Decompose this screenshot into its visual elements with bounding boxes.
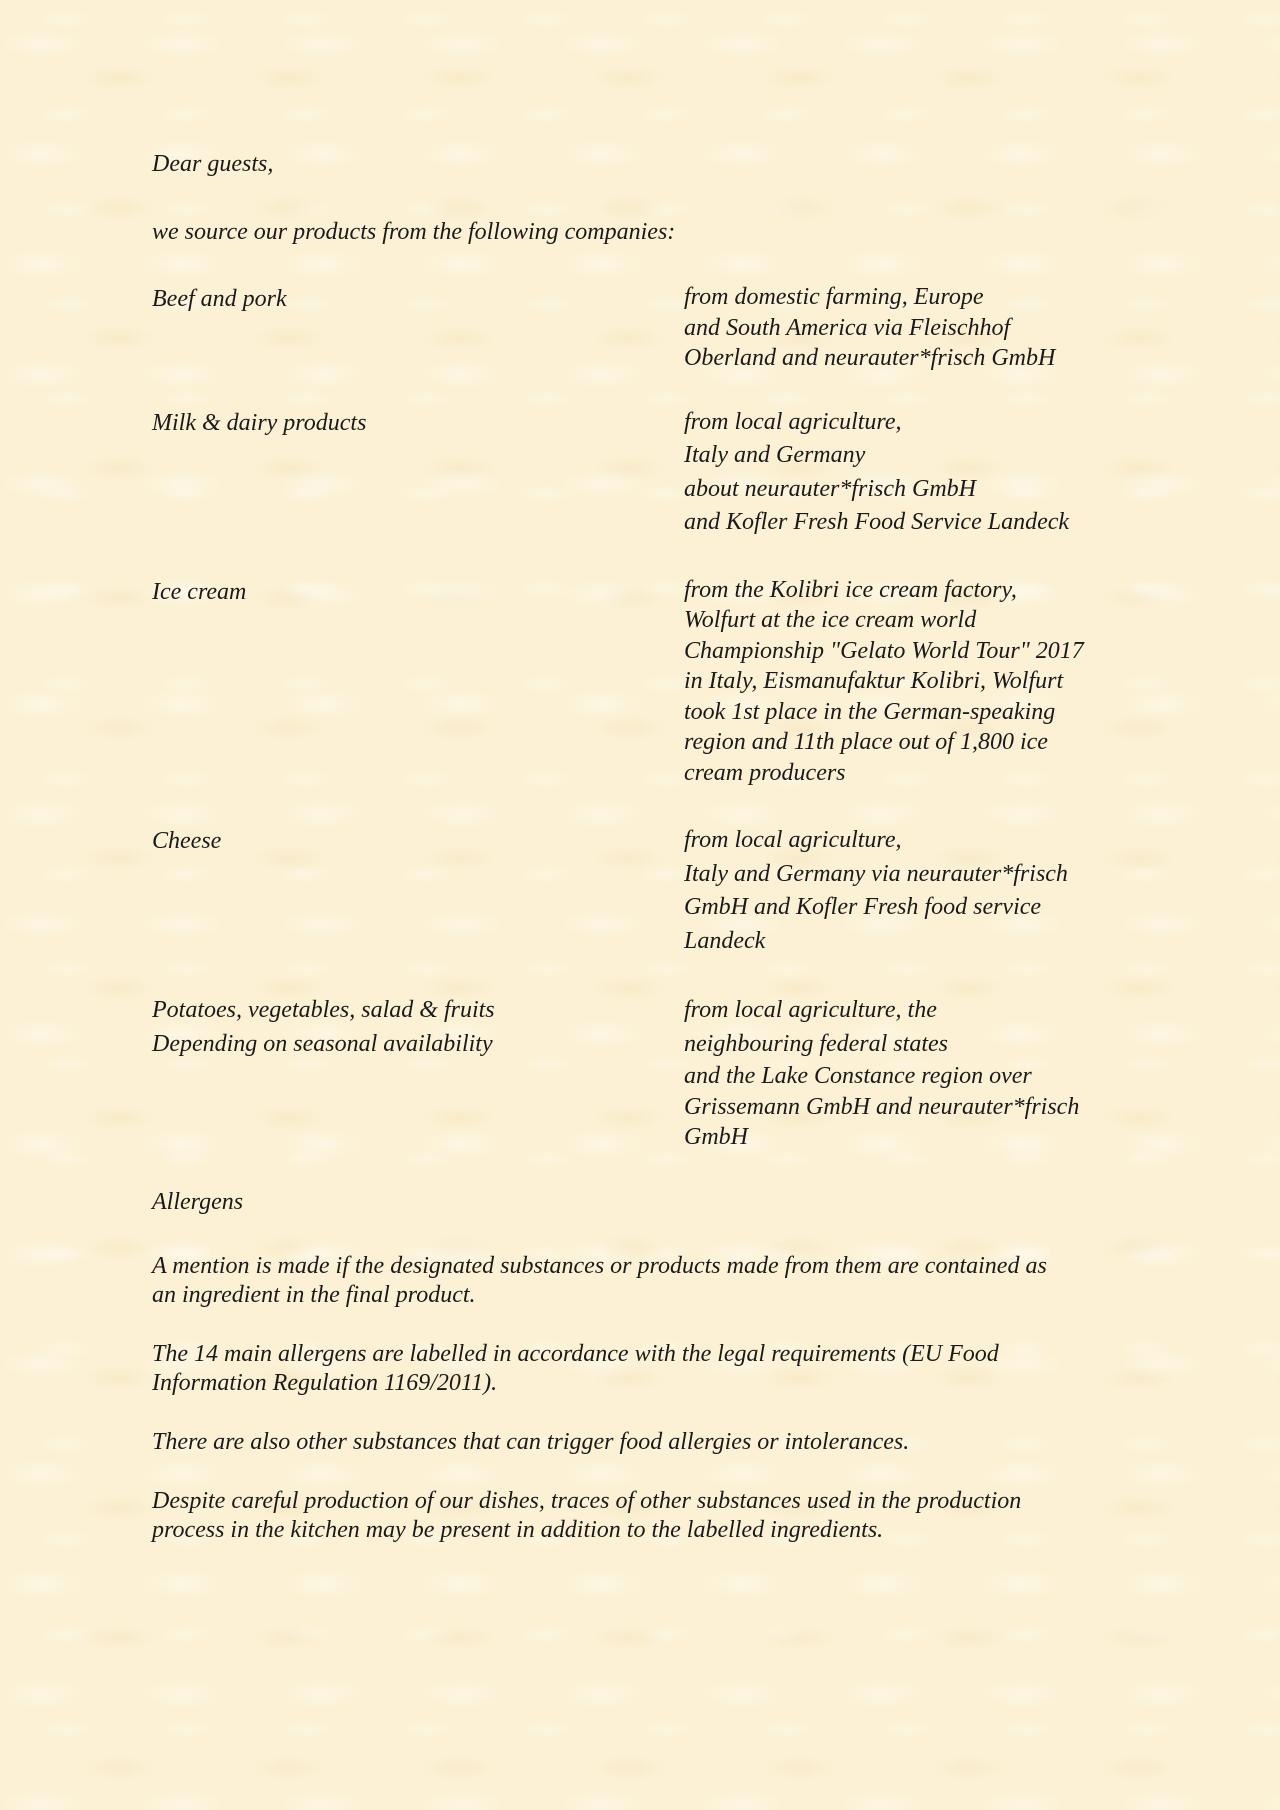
paragraph-line: A mention is made if the designated substances or products made from them are contained as — [152, 1252, 1047, 1279]
supplier-beef-and-pork — [152, 282, 1132, 374]
source-line: from local agriculture, — [684, 827, 902, 853]
allergens-paragraph — [152, 1252, 1132, 1310]
source-line: and the Lake Constance region over — [684, 1063, 1032, 1089]
supplier-category — [152, 824, 684, 858]
category-line: Cheese — [152, 828, 222, 854]
source-line: Landeck — [684, 927, 766, 954]
source-line: and Kofler Fresh Food Service Landeck — [684, 509, 1070, 535]
supplier-source — [684, 406, 1132, 540]
source-line: region and 11th place out of 1,800 ice — [684, 729, 1048, 755]
source-line: Italy and Germany — [684, 442, 866, 468]
allergens-paragraph — [152, 1340, 1132, 1398]
source-line: from the Kolibri ice cream factory, — [684, 576, 1017, 603]
source-line: Italy and Germany via neurauter*frisch — [684, 860, 1068, 887]
paragraph-line: an ingredient in the final product. — [152, 1281, 476, 1308]
source-line: from domestic farming, Europe — [684, 284, 984, 310]
source-line: took 1st place in the German-speaking — [684, 698, 1056, 725]
supplier-source — [684, 993, 1132, 1153]
category-line: Depending on seasonal availability — [152, 1031, 493, 1057]
category-line: Beef and pork — [152, 286, 287, 312]
supplier-category — [152, 993, 684, 1061]
source-line: Grissemann GmbH and neurauter*frisch — [684, 1093, 1080, 1120]
paragraph-line: The 14 main allergens are labelled in accordance with the legal requirements (EU Food — [152, 1340, 999, 1367]
allergens-paragraph — [152, 1487, 1132, 1545]
intro-text: we source our products from the following companies: — [152, 219, 676, 245]
supplier-source — [684, 575, 1132, 789]
category-line: Milk & dairy products — [152, 409, 367, 436]
source-line: Championship "Gelato World Tour" 2017 — [684, 637, 1084, 664]
source-line: GmbH and Kofler Fresh food service — [684, 894, 1042, 920]
source-line: and South America via Fleischhof — [684, 314, 1011, 341]
source-line: from local agriculture, — [684, 408, 902, 435]
paragraph-line: Despite careful production of our dishes, traces of other substances used in the production — [152, 1487, 1022, 1514]
supplier-category — [152, 406, 684, 440]
allergens-paragraph — [152, 1428, 1132, 1457]
supplier-category — [152, 575, 684, 609]
source-line: about neurauter*frisch GmbH — [684, 475, 976, 502]
allergens-heading: Allergens — [152, 1188, 244, 1215]
source-line: Wolfurt at the ice cream world — [684, 607, 977, 633]
source-line: GmbH — [684, 1124, 748, 1150]
paragraph-line: Information Regulation 1169/2011). — [152, 1369, 498, 1396]
supplier-cheese — [152, 824, 1132, 958]
category-line: Potatoes, vegetables, salad & fruits — [152, 997, 495, 1023]
source-line: Oberland and neurauter*frisch GmbH — [684, 345, 1056, 371]
source-line: in Italy, Eismanufaktur Kolibri, Wolfurt — [684, 668, 1064, 694]
supplier-produce — [152, 993, 1132, 1153]
supplier-category — [152, 282, 684, 316]
source-line: cream producers — [684, 759, 846, 786]
greeting: Dear guests, — [152, 151, 274, 177]
supplier-milk-and-dairy — [152, 406, 1132, 540]
paragraph-line: There are also other substances that can trigger food allergies or intolerances. — [152, 1428, 910, 1455]
supplier-ice-cream — [152, 575, 1132, 789]
source-line: neighbouring federal states — [684, 1031, 948, 1057]
supplier-source — [684, 282, 1132, 374]
category-line: Ice cream — [152, 578, 247, 605]
supplier-source — [684, 824, 1132, 958]
document-body — [152, 148, 1132, 1575]
paragraph-line: process in the kitchen may be present in addition to the labelled ingredients. — [152, 1516, 884, 1543]
source-line: from local agriculture, the — [684, 997, 937, 1023]
